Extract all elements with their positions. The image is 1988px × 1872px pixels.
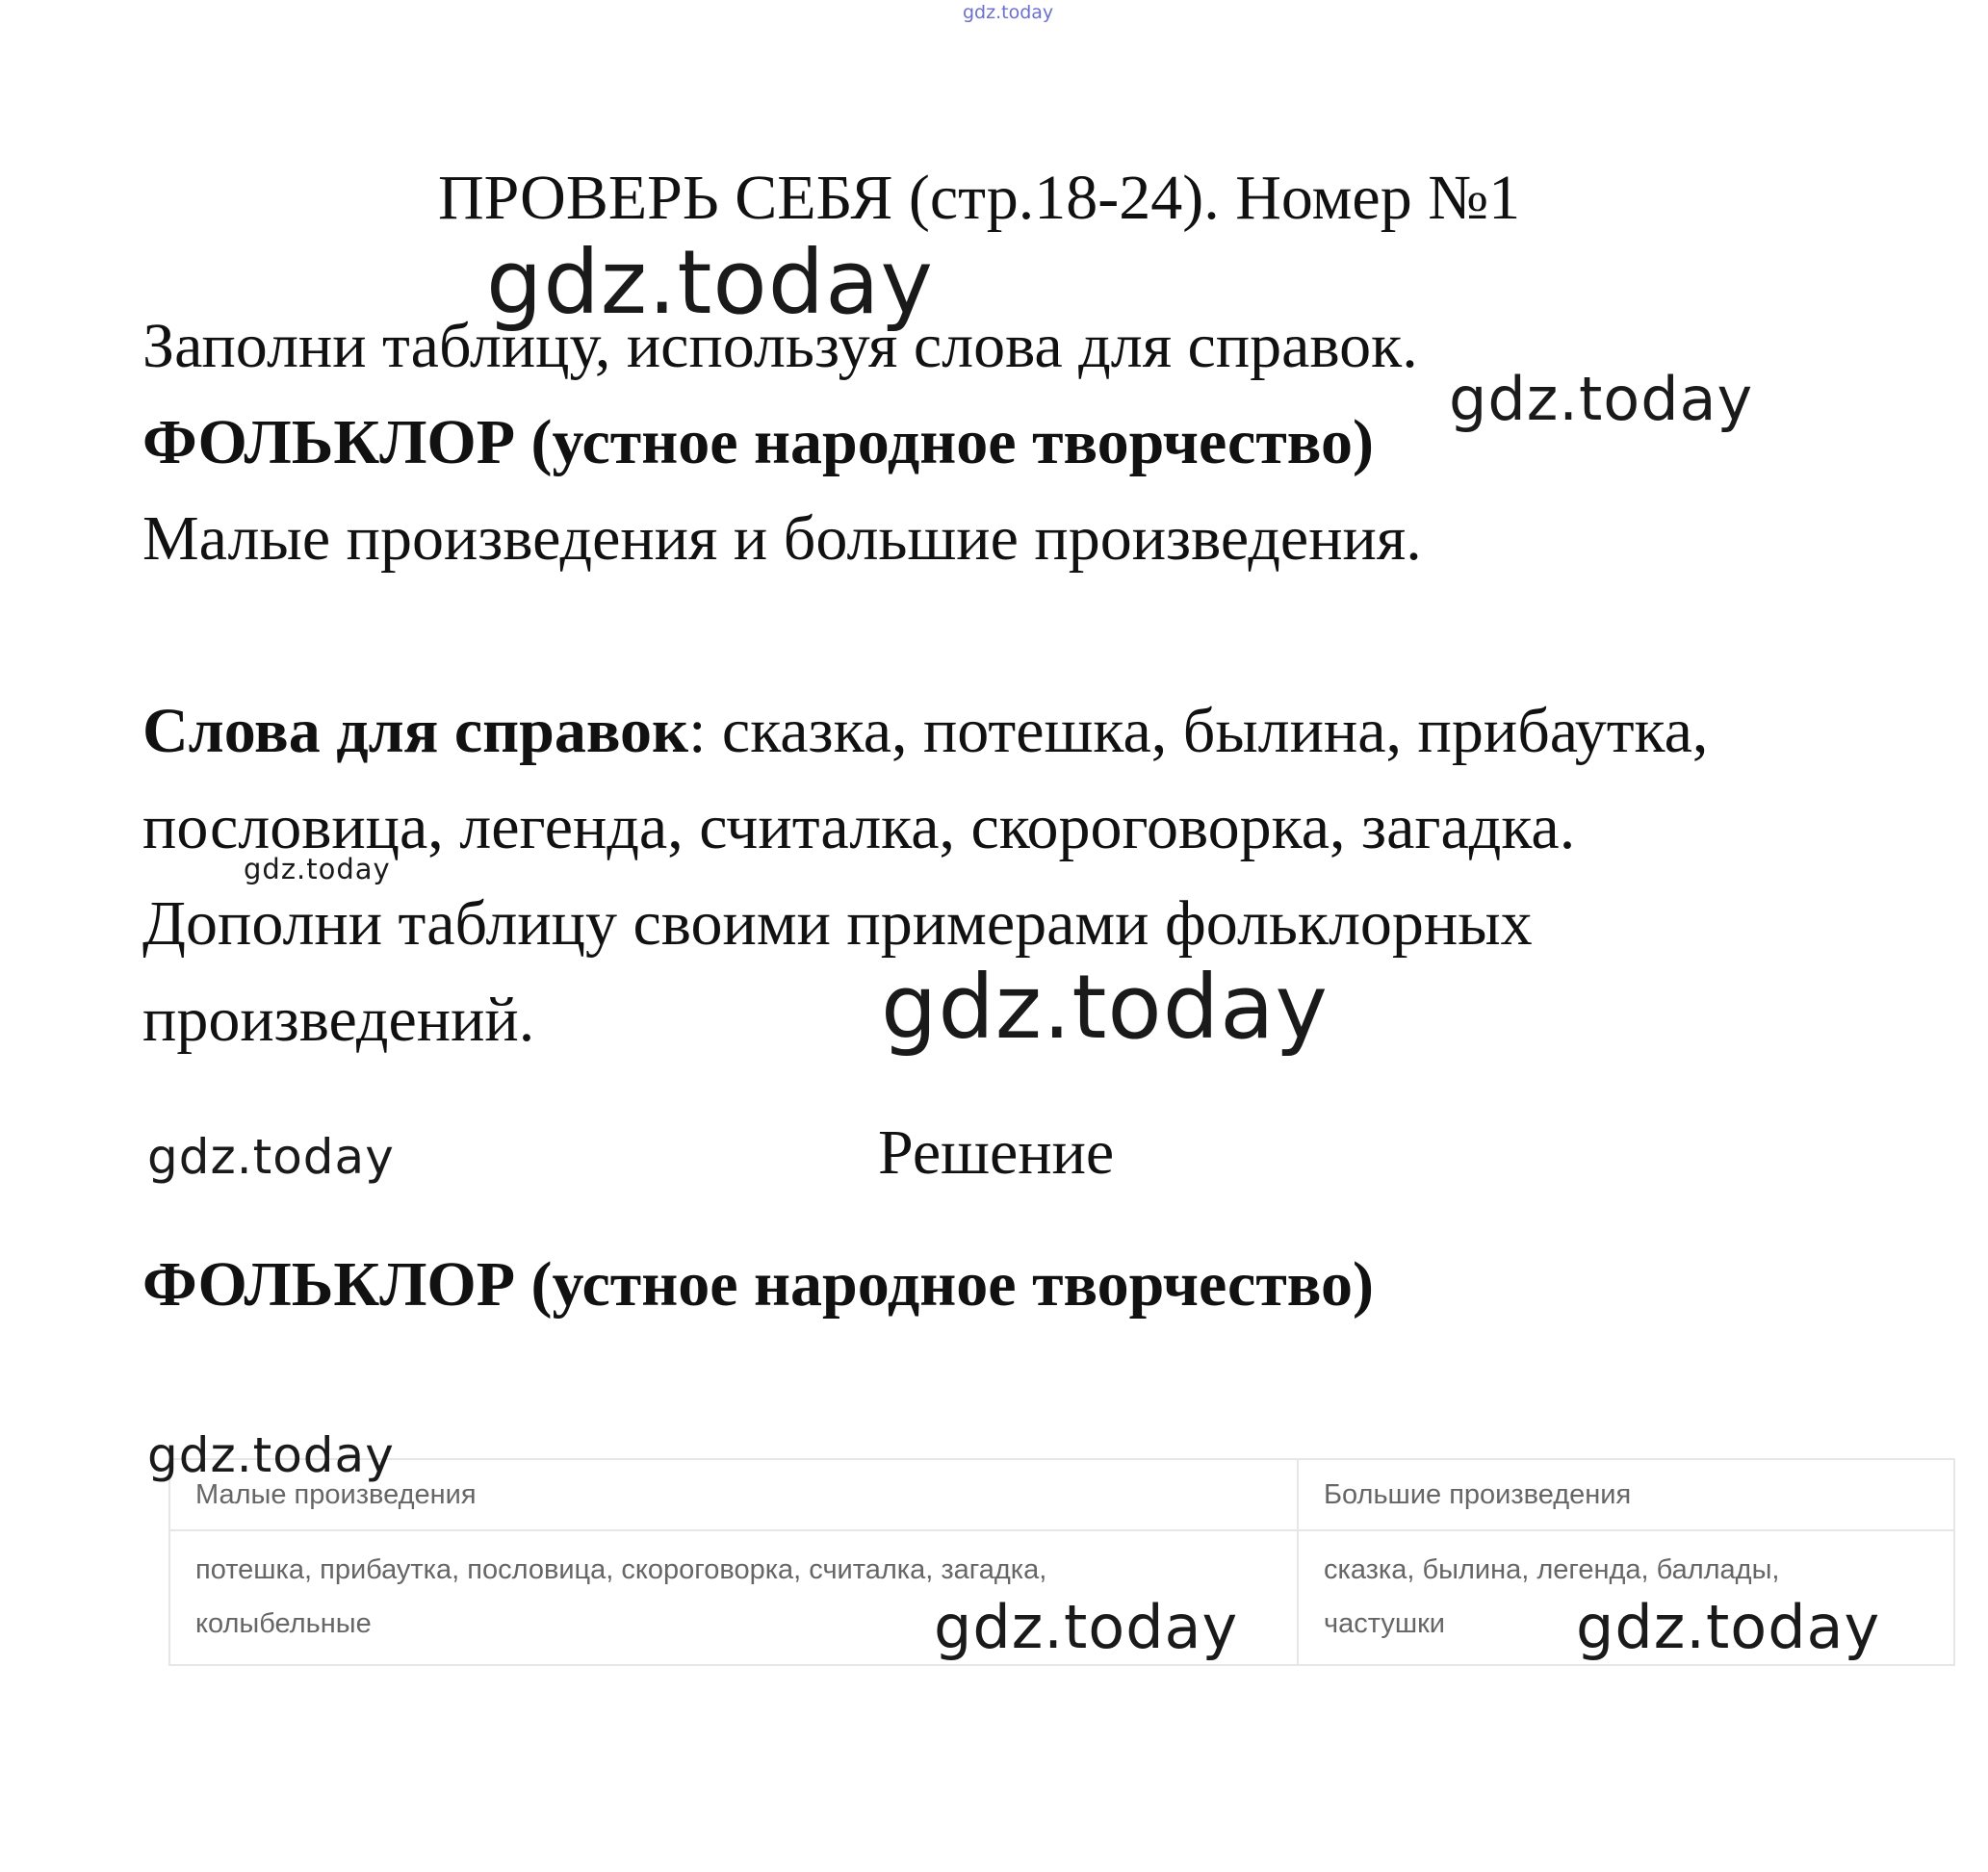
header-small-works: Малые произведения (169, 1459, 1298, 1530)
cell-small-line-1: потешка, прибаутка, пословица, скороговорка, считалка, загадка, (195, 1554, 1047, 1585)
solution-label: Решение (878, 1117, 1115, 1188)
page-title: ПРОВЕРЬ СЕБЯ (стр.18-24). Номер №1 (438, 163, 1521, 233)
extra-line-2: произведений. (142, 985, 535, 1055)
solution-heading: ФОЛЬКЛОР (устное народное творчество) (142, 1249, 1374, 1320)
header-large-works: Большие произведения (1298, 1459, 1954, 1530)
reference-words-1: : сказка, потешка, былина, прибаутка, (688, 696, 1709, 766)
reference-label: Слова для справок (142, 696, 689, 766)
reference-line-1 (142, 695, 1708, 768)
watermark-8: gdz.today (1576, 1592, 1881, 1662)
table-header-row (169, 1459, 1954, 1530)
watermark-4: gdz.today (881, 956, 1329, 1059)
cell-small-line-2: колыбельные (195, 1608, 372, 1639)
extra-line-1: Дополни таблицу своими примерами фольклорных (142, 888, 1533, 959)
task-subline: Малые произведения и большие произведения. (142, 503, 1422, 574)
watermark-1: gdz.today (486, 231, 934, 334)
cell-large-line-2: частушки (1324, 1608, 1445, 1639)
watermark-top: gdz.today (963, 2, 1054, 23)
watermark-5: gdz.today (147, 1129, 395, 1185)
cell-large-line-1: сказка, былина, легенда, баллады, (1324, 1554, 1780, 1585)
watermark-7: gdz.today (934, 1592, 1239, 1662)
watermark-3: gdz.today (244, 853, 391, 885)
reference-words-2: пословица, легенда, считалка, скороговорка, загадка. (142, 792, 1576, 862)
task-heading: ФОЛЬКЛОР (устное народное творчество) (142, 407, 1374, 477)
watermark-2: gdz.today (1449, 364, 1754, 434)
task-instruction: Заполни таблицу, используя слова для справок. (142, 311, 1418, 381)
watermark-6: gdz.today (147, 1427, 395, 1483)
